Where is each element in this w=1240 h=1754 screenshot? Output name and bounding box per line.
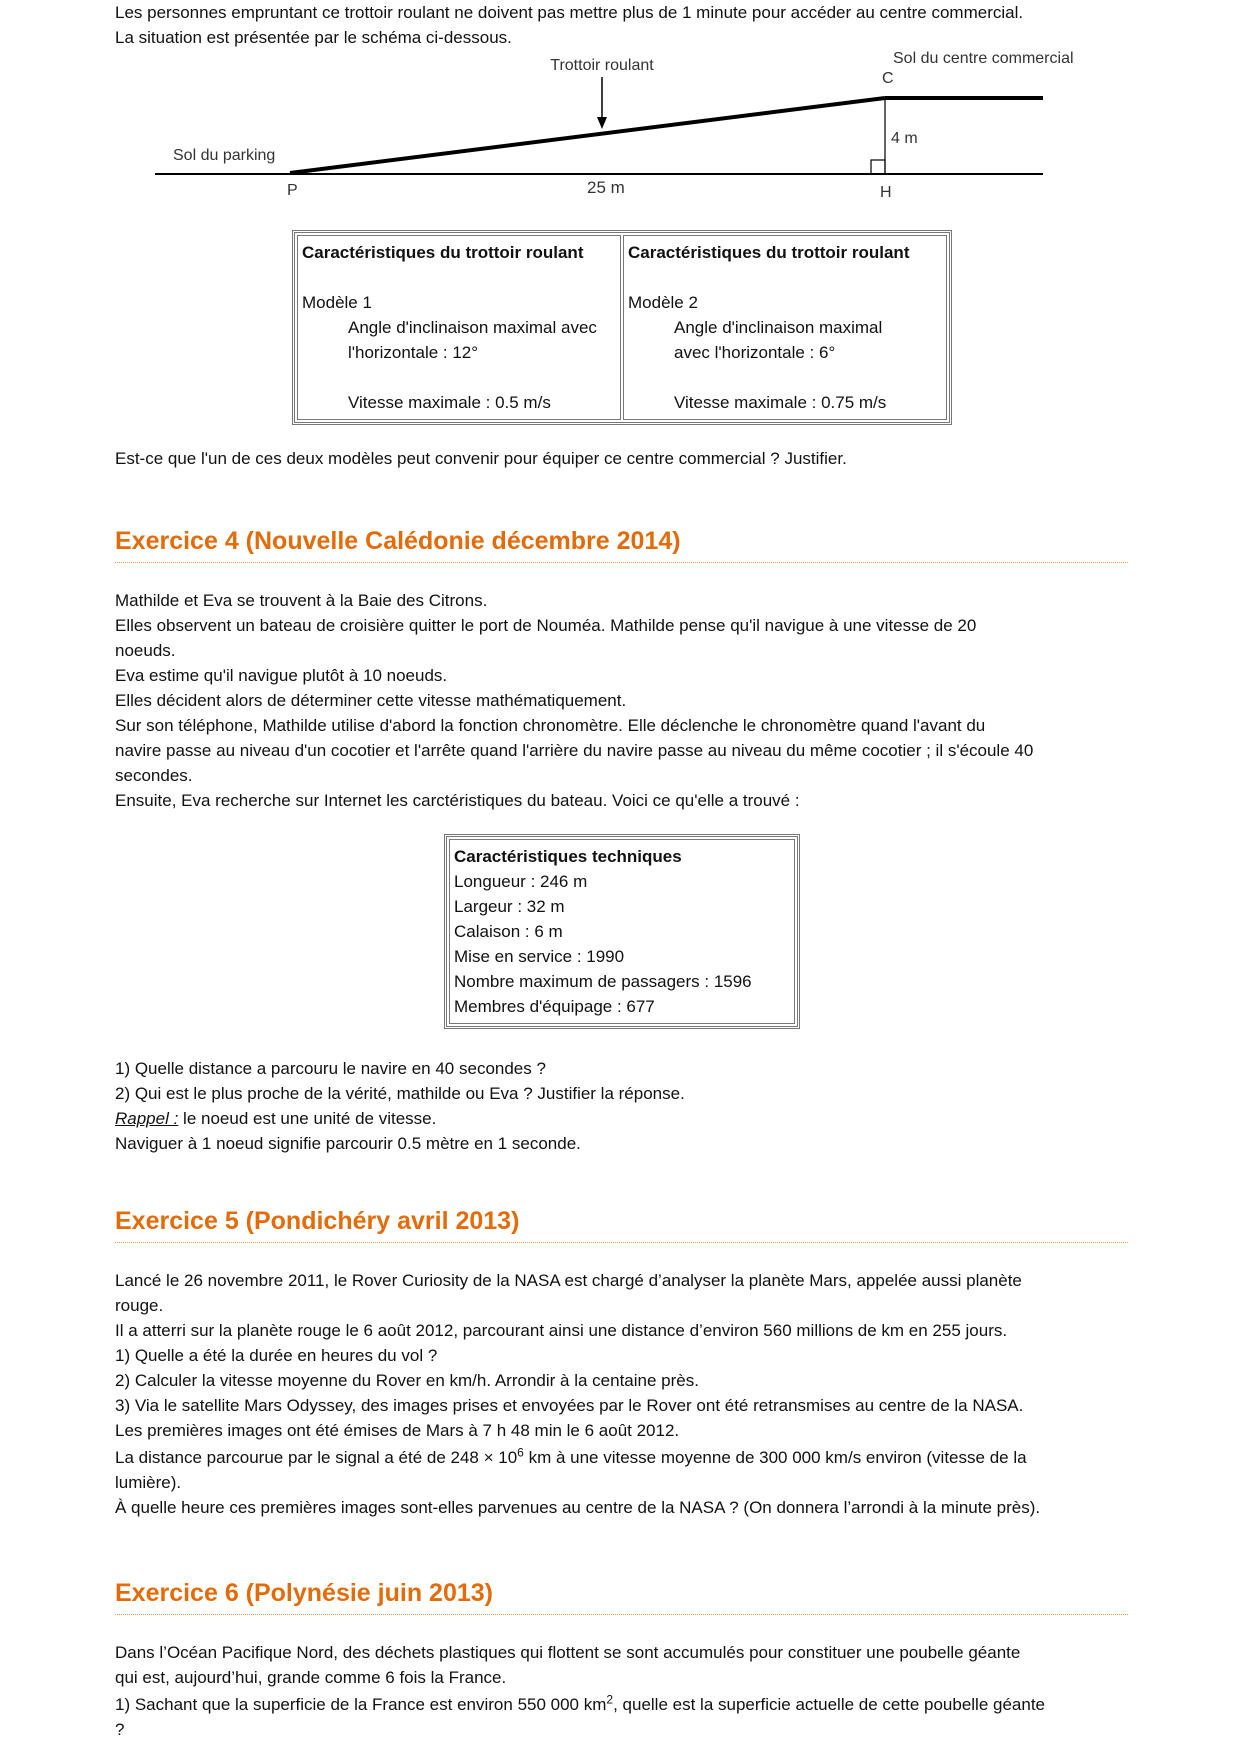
model-title: Caractéristiques du trottoir roulant — [302, 243, 584, 262]
arrow-head — [597, 117, 607, 129]
exercise-6-heading: Exercice 6 (Polynésie juin 2013) — [115, 1578, 1128, 1615]
paragraph: Les premières images ont été émises de Mars à 7 h 48 min le 6 août 2012. — [115, 1421, 680, 1440]
paragraph: Eva estime qu'il navigue plutôt à 10 noeuds. — [115, 666, 448, 685]
question: 2) Qui est le plus proche de la vérité, mathilde ou Eva ? Justifier la réponse. — [115, 1084, 685, 1103]
paragraph: Elles observent un bateau de croisière quitter le port de Nouméa. Mathilde pense qu'il navigue à une vitesse de 20 — [115, 616, 977, 635]
paragraph: rouge. — [115, 1296, 164, 1315]
exercise-4-questions — [115, 1056, 1128, 1156]
paragraph — [115, 1445, 1128, 1470]
paragraph: Il a atterri sur la planète rouge le 6 août 2012, parcourant ainsi une distance d’environ 560 millions de km en 255 jours. — [115, 1321, 1008, 1340]
question: 1) Quelle distance a parcouru le navire en 40 secondes ? — [115, 1059, 546, 1078]
paragraph: Naviguer à 1 noeud signifie parcourir 0.5 mètre en 1 seconde. — [115, 1134, 581, 1153]
trottoir-diagram — [0, 45, 1240, 205]
model-name: Modèle 1 — [302, 293, 372, 312]
trottoir-slope-line — [290, 98, 885, 173]
spec-item: Membres d'équipage : 677 — [454, 997, 655, 1016]
model-angle: avec l'horizontale : 6° — [674, 343, 836, 362]
exercise-4-body — [115, 588, 1128, 813]
paragraph: Sur son téléphone, Mathilde utilise d'abord la fonction chronomètre. Elle déclenche le chronomètre quand l'avant du — [115, 716, 986, 735]
paragraph: Mathilde et Eva se trouvent à la Baie des Citrons. — [115, 591, 488, 610]
exercise-4-heading: Exercice 4 (Nouvelle Calédonie décembre 2014) — [115, 526, 1128, 563]
intro-text — [115, 0, 1128, 50]
specs-title: Caractéristiques techniques — [454, 847, 682, 866]
paragraph: qui est, aujourd’hui, grande comme 6 fois la France. — [115, 1668, 507, 1687]
rappel-text: le noeud est une unité de vitesse. — [178, 1109, 437, 1128]
paragraph: secondes. — [115, 766, 193, 785]
paragraph: lumière). — [115, 1473, 182, 1492]
label-point-h: H — [880, 184, 892, 201]
spec-item: Calaison : 6 m — [454, 922, 563, 941]
label-4m: 4 m — [891, 130, 918, 147]
label-25m: 25 m — [587, 178, 625, 197]
spec-item: Longueur : 246 m — [454, 872, 588, 891]
model-1-cell — [297, 235, 621, 420]
intro-line: Les personnes empruntant ce trottoir roulant ne doivent pas mettre plus de 1 minute pour accéder au centre commercial. — [115, 3, 1024, 22]
label-sol-parking: Sol du parking — [173, 147, 276, 164]
paragraph: Elles décident alors de déterminer cette vitesse mathématiquement. — [115, 691, 627, 710]
model-2-cell — [623, 235, 947, 420]
ship-specs-cell — [449, 839, 795, 1024]
text-part: km à une vitesse moyenne de 300 000 km/s environ (vitesse de la — [523, 1448, 1027, 1467]
ship-specs-table — [444, 834, 800, 1029]
spec-item: Nombre maximum de passagers : 1596 — [454, 972, 752, 991]
model-speed: Vitesse maximale : 0.75 m/s — [674, 393, 887, 412]
label-trottoir-roulant: Trottoir roulant — [550, 57, 654, 74]
spec-item: Largeur : 32 m — [454, 897, 565, 916]
spec-item: Mise en service : 1990 — [454, 947, 625, 966]
exponent: 6 — [517, 1445, 524, 1460]
right-angle-marker — [871, 160, 885, 174]
model-name: Modèle 2 — [628, 293, 698, 312]
label-point-c: C — [882, 70, 894, 87]
question: À quelle heure ces premières images sont-elles parvenues au centre de la NASA ? (On donnera l’arrondi à la minute près). — [115, 1498, 1041, 1517]
paragraph: Ensuite, Eva recherche sur Internet les carctéristiques du bateau. Voici ce qu'elle a trouvé : — [115, 791, 800, 810]
question-3: Est-ce que l'un de ces deux modèles peut convenir pour équiper ce centre commercial ? Justifier. — [115, 449, 847, 468]
text-part: , quelle est la superficie actuelle de cette poubelle géante — [613, 1695, 1045, 1714]
label-sol-centre-commercial: Sol du centre commercial — [893, 50, 1074, 67]
exercise-5-heading: Exercice 5 (Pondichéry avril 2013) — [115, 1206, 1128, 1243]
rappel-label: Rappel : — [115, 1109, 179, 1128]
paragraph: Lancé le 26 novembre 2011, le Rover Curiosity de la NASA est chargé d’analyser la planète Mars, appelée aussi planète — [115, 1271, 1022, 1290]
paragraph: navire passe au niveau d'un cocotier et l'arrête quand l'arrière du navire passe au niveau du même cocotier ; il s'écoule 40 — [115, 741, 1034, 760]
model-angle: Angle d'inclinaison maximal avec — [348, 318, 597, 337]
text-part: La distance parcourue par le signal a été de 248 × 10 — [115, 1448, 518, 1467]
paragraph: Dans l’Océan Pacifique Nord, des déchets plastiques qui flottent se sont accumulés pour constituer une poubelle géante — [115, 1643, 1021, 1662]
model-angle: Angle d'inclinaison maximal — [674, 318, 883, 337]
exercise-5-body — [115, 1268, 1128, 1520]
model-title: Caractéristiques du trottoir roulant — [628, 243, 910, 262]
models-table — [292, 230, 952, 425]
rappel — [115, 1106, 1128, 1131]
exponent: 2 — [606, 1692, 614, 1707]
question: 3) Via le satellite Mars Odyssey, des images prises et envoyées par le Rover ont été retransmises au centre de la NASA. — [115, 1396, 1024, 1415]
paragraph: noeuds. — [115, 641, 176, 660]
question — [115, 1692, 1128, 1717]
question-end: ? — [115, 1720, 125, 1739]
question: 2) Calculer la vitesse moyenne du Rover en km/h. Arrondir à la centaine près. — [115, 1371, 699, 1390]
text-part: 1) Sachant que la superficie de la France est environ 550 000 km — [115, 1695, 607, 1714]
question: 1) Quelle a été la durée en heures du vol ? — [115, 1346, 438, 1365]
model-speed: Vitesse maximale : 0.5 m/s — [348, 393, 551, 412]
intro-line: La situation est présentée par le schéma ci-dessous. — [115, 28, 512, 47]
model-angle: l'horizontale : 12° — [348, 343, 479, 362]
exercise-6-body — [115, 1640, 1128, 1742]
label-point-p: P — [287, 182, 298, 199]
